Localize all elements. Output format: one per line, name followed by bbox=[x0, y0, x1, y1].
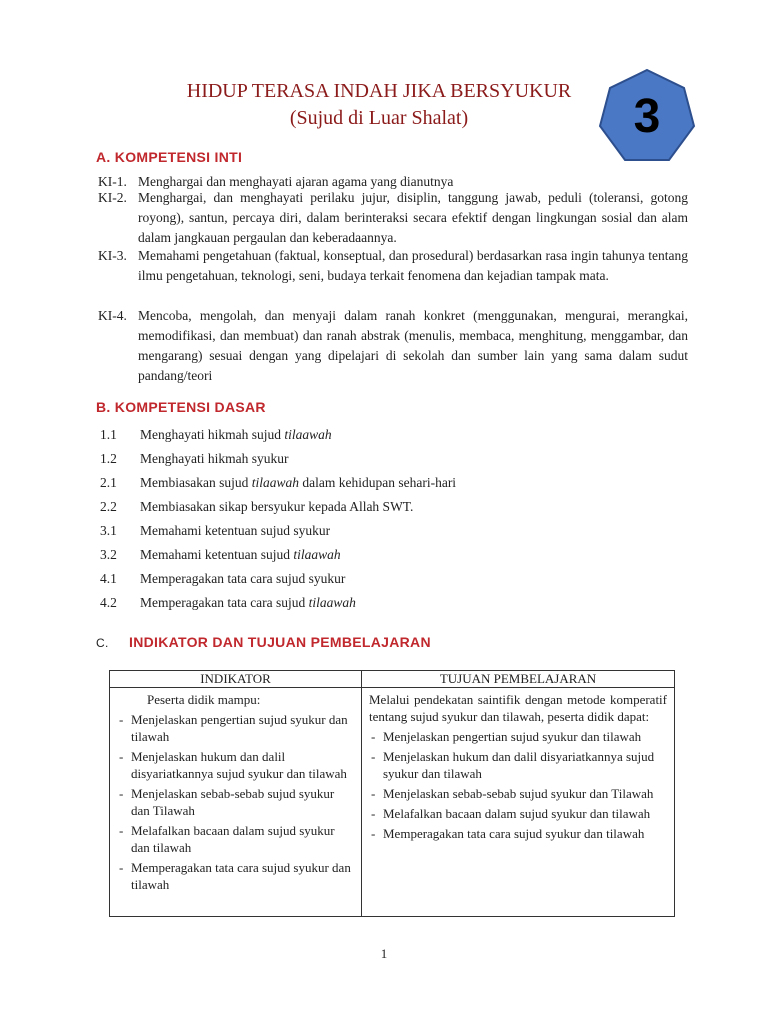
kd-text-main: Memperagakan tata cara sujud syukur bbox=[140, 571, 346, 586]
kd-text bbox=[140, 427, 332, 443]
list-item: - Melafalkan bacaan dalam sujud syukur dan tilawah bbox=[369, 805, 667, 822]
indicator-list bbox=[117, 711, 354, 893]
indicator-table bbox=[109, 670, 675, 917]
ki-text: Memahami pengetahuan (faktual, konseptual, dan prosedural) berdasarkan rasa ingin tahunya tentang ilmu pengetahuan, teknologi, seni, budaya terkait fenomena dan kejadian tampak mata. bbox=[138, 248, 688, 283]
kd-number: 3.2 bbox=[100, 547, 117, 562]
page-number: 1 bbox=[380, 946, 388, 961]
list-item: - Melafalkan bacaan dalam sujud syukur dan tilawah bbox=[117, 822, 354, 856]
list-item: - Memperagakan tata cara sujud syukur dan tilawah bbox=[117, 859, 354, 893]
kd-text bbox=[140, 523, 330, 539]
kd-text-main: Menghayati hikmah sujud bbox=[140, 427, 285, 442]
kd-number: 2.1 bbox=[100, 475, 117, 490]
kd-number: 2.2 bbox=[100, 499, 117, 514]
kd-text-main: Memahami ketentuan sujud syukur bbox=[140, 523, 331, 538]
kd-number: 4.2 bbox=[100, 595, 117, 610]
kd-number: 1.2 bbox=[100, 451, 117, 466]
objective-list bbox=[369, 728, 667, 842]
kd-text-italic: tilaawah bbox=[293, 547, 341, 562]
kd-text-tail: dalam kehidupan sehari-hari bbox=[299, 475, 457, 490]
kd-text bbox=[140, 451, 288, 467]
section-a-heading: A. KOMPETENSI INTI bbox=[96, 149, 243, 165]
list-item: - Menjelaskan pengertian sujud syukur dan tilawah bbox=[369, 728, 667, 745]
kd-text-italic: tilaawah bbox=[308, 595, 356, 610]
indicator-cell bbox=[110, 688, 362, 917]
kd-text-main: Menghayati hikmah syukur bbox=[140, 451, 289, 466]
kd-text-main: Memperagakan tata cara sujud bbox=[140, 595, 309, 610]
chapter-badge bbox=[598, 68, 696, 164]
kd-text bbox=[140, 595, 356, 611]
kd-text bbox=[140, 475, 456, 491]
list-item: - Menjelaskan sebab-sebab sujud syukur dan Tilawah bbox=[117, 785, 354, 819]
ki-code: KI-3. bbox=[98, 248, 127, 263]
kd-number: 3.1 bbox=[100, 523, 117, 538]
list-item: - Menjelaskan sebab-sebab sujud syukur dan Tilawah bbox=[369, 785, 667, 802]
ki-item-4 bbox=[98, 306, 688, 386]
list-item: - Menjelaskan hukum dan dalil disyariatkannya sujud syukur dan tilawah bbox=[369, 748, 667, 782]
kd-text-italic: tilaawah bbox=[251, 475, 299, 490]
list-item: - Memperagakan tata cara sujud syukur dan tilawah bbox=[369, 825, 667, 842]
chapter-number: 3 bbox=[633, 90, 661, 143]
ki-text: Menghargai, dan menghayati perilaku jujur, disiplin, tanggung jawab, peduli (toleransi, gotong royong), santun, percaya diri, dalam berinteraksi secara efektif dengan lingkungan sosial dan alam dalam jangkauan pergaulan dan keberadaannya. bbox=[138, 190, 688, 245]
ki-code: KI-1. bbox=[98, 174, 127, 189]
ki-code: KI-4. bbox=[98, 308, 127, 323]
objective-header: TUJUAN PEMBELAJARAN bbox=[362, 671, 675, 688]
objective-cell bbox=[362, 688, 675, 917]
list-item: - Menjelaskan hukum dan dalil disyariatkannya sujud syukur dan tilawah bbox=[117, 748, 354, 782]
objective-intro: Melalui pendekatan saintifik dengan metode komperatif tentang sujud syukur dan tilawah, peserta didik dapat: bbox=[369, 692, 667, 724]
ki-item-2 bbox=[98, 188, 688, 248]
ki-code: KI-2. bbox=[98, 190, 127, 205]
page-subtitle: (Sujud di Luar Shalat) bbox=[289, 107, 469, 129]
kd-number: 1.1 bbox=[100, 427, 117, 442]
ki-text: Menghargai dan menghayati ajaran agama yang dianutnya bbox=[138, 174, 454, 189]
list-item: - Menjelaskan pengertian sujud syukur dan tilawah bbox=[117, 711, 354, 745]
kd-text-main: Membiasakan sujud bbox=[140, 475, 252, 490]
kd-number: 4.1 bbox=[100, 571, 117, 586]
ki-item-3 bbox=[98, 246, 688, 286]
kd-text bbox=[140, 571, 345, 587]
kd-text-main: Membiasakan sikap bersyukur kepada Allah SWT. bbox=[140, 499, 414, 514]
section-b-heading: B. KOMPETENSI DASAR bbox=[96, 399, 266, 415]
kd-text bbox=[140, 547, 341, 563]
section-c-prefix: C. bbox=[96, 636, 109, 650]
kd-text bbox=[140, 499, 413, 515]
section-c-heading bbox=[96, 634, 431, 650]
page-title: HIDUP TERASA INDAH JIKA BERSYUKUR bbox=[186, 80, 572, 102]
kd-text-main: Memahami ketentuan sujud bbox=[140, 547, 294, 562]
indicator-intro: Peserta didik mampu: bbox=[147, 692, 261, 707]
indicator-header: INDIKATOR bbox=[110, 671, 362, 688]
section-c-label: INDIKATOR DAN TUJUAN PEMBELAJARAN bbox=[129, 634, 431, 650]
kd-text-italic: tilaawah bbox=[284, 427, 332, 442]
ki-text: Mencoba, mengolah, dan menyaji dalam ranah konkret (menggunakan, mengurai, merangkai, memodifikasi, dan membuat) dan ranah abstrak (menulis, membaca, menghitung, menggambar, dan mengarang) sesuai dengan yang dipelajari di sekolah dan sumber lain yang sama dalam sudut pandang/teori bbox=[138, 308, 688, 383]
